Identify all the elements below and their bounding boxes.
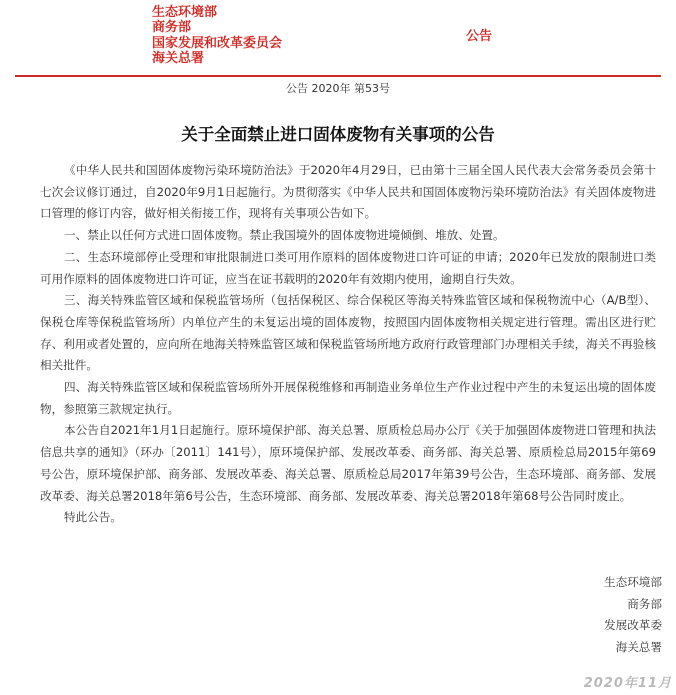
signature-ministry-commerce: 商务部	[627, 596, 662, 611]
document-number: 公告 2020年 第53号	[286, 82, 390, 95]
paragraph-closing: 特此公告。	[64, 510, 122, 525]
signature-ndrc: 发展改革委	[604, 618, 662, 633]
paragraph-effective-date: 本公告自2021年1月1日起施行。原环境保护部、海关总署、原质检总局办公厅《关于加强固体废物进口管理和执法信息共享的通知》（环办〔2011〕141号），原环境保护部、发展改革委、商务部、海关总署、原质检总局2015年第69号公告，原环境保护部、商务部、发展改革委、海关总署、原质检总局2017年第39号公告，生态环境部、商务部、发展改革委、海关总署2018年第6号公告，生态环境部、商务部、发展改革委、海关总署2018年第68号公告同时废止。	[40, 423, 656, 503]
signature-customs: 海关总署	[615, 640, 662, 655]
issuer-ministry-ecology: 生态环境部	[152, 5, 218, 20]
paragraph-item-4: 四、海关特殊监管区域和保税监管场所外开展保税维修和再制造业务单位生产作业过程中产生的未复运出境的固体废物，参照第三款规定执行。	[40, 380, 656, 416]
paragraph-item-2: 二、生态环境部停止受理和审批限制进口类可用作原料的固体废物进口许可证的申请；2020年已发放的限制进口类可用作原料的固体废物进口许可证，应当在证书载明的2020年有效期内使用，逾期自行失效。	[40, 249, 656, 286]
document-body	[40, 160, 656, 529]
paragraph-item-3: 三、海关特殊监管区域和保税监管场所（包括保税区、综合保税区等海关特殊监管区域和保税物流中心（A/B型）、保税仓库等保税监管场所）内单位产生的未复运出境的固体废物，按照国内固体废物相关规定进行管理。需出区进行贮存、利用或者处置的，应向所在地海关特殊监管区域和保税监管场所地方政府行政管理部门办理相关手续，海关不再验核相关批件。	[40, 293, 656, 373]
issuer-list	[152, 5, 352, 66]
signature-block	[604, 572, 662, 659]
notice-label: 公告	[466, 29, 493, 44]
watermark: 2020年11月	[583, 676, 672, 691]
paragraph-item-1: 一、禁止以任何方式进口固体废物。禁止我国境外的固体废物进境倾倒、堆放、处置。	[64, 228, 505, 243]
issuer-customs: 海关总署	[152, 50, 205, 66]
issuer-ndrc: 国家发展和改革委员会	[152, 35, 283, 51]
red-divider	[15, 75, 661, 77]
signature-ministry-ecology: 生态环境部	[604, 575, 662, 589]
page-title: 关于全面禁止进口固体废物有关事项的公告	[181, 125, 495, 144]
paragraph-preamble: 《中华人民共和国固体废物污染环境防治法》于2020年4月29日，已由第十三届全国人民代表大会常务委员会第十七次会议修订通过，自2020年9月1日起施行。为贯彻落实《中华人民共和国固体废物污染环境防治法》有关固体废物进口管理的修订内容，做好相关衔接工作，现将有关事项公告如下。	[40, 163, 656, 221]
issuer-ministry-commerce: 商务部	[152, 20, 192, 36]
